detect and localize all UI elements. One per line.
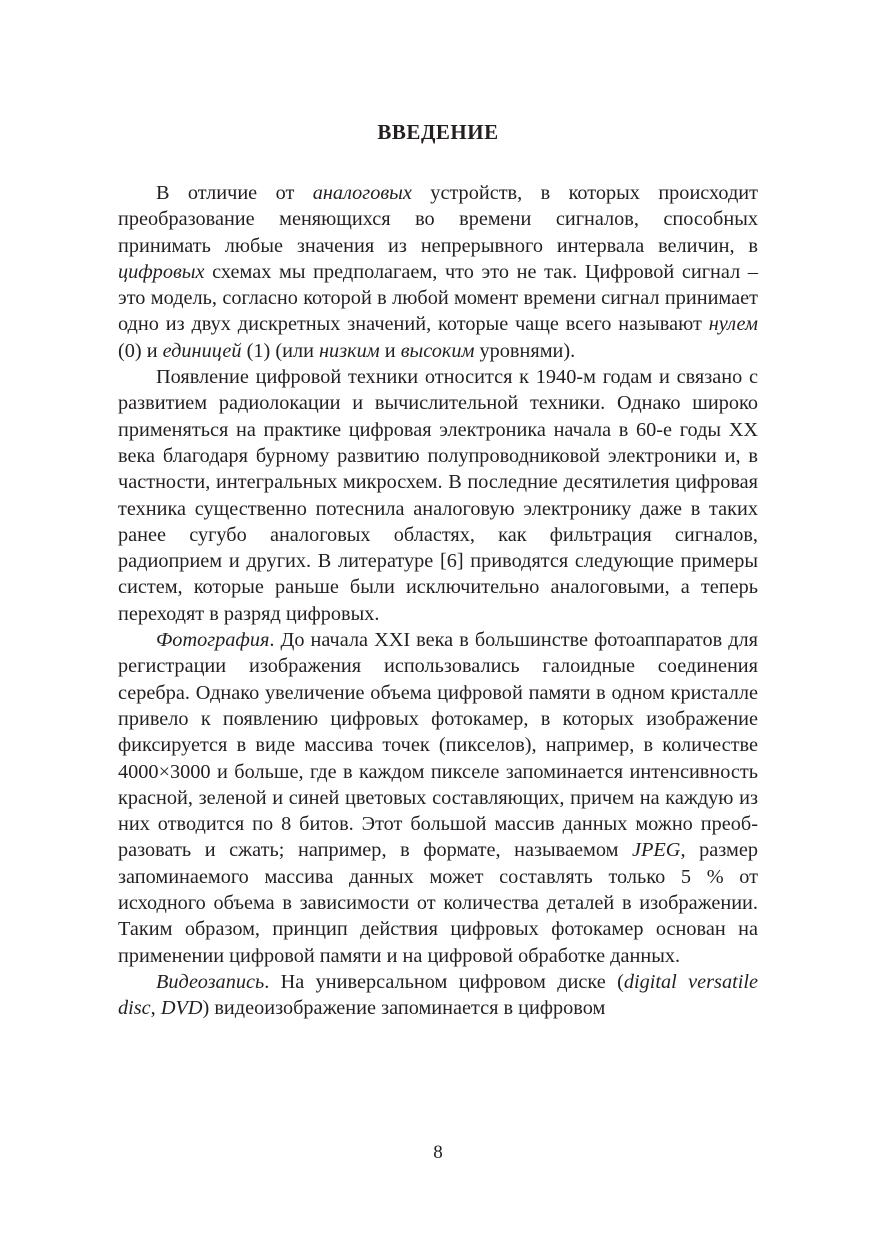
text-run: (1) (или <box>241 339 319 362</box>
text-run: . На универсальном цифровом диске ( <box>264 970 624 993</box>
text-run: уровнями). <box>474 339 576 362</box>
italic-term: единицей <box>162 339 242 362</box>
paragraph-history <box>118 364 758 627</box>
italic-term: Видеозапись <box>156 970 265 993</box>
text-run: (0) и <box>118 339 163 362</box>
text-run: схемах мы предполагаем, что это не так. Цифровой сигнал – это модель, согласно которой в любой момент времени сигнал принимает одно из двух дискретных значений, которые чаще всего называют <box>118 260 758 336</box>
text-run: Появление цифровой техники относится к 1940-м годам и связано с развитием радиолокации и вычислительной техники. Однако широко применяться на практике цифровая электроника начала в 60-е годы XX века благодаря бурному развитию полупроводниковой электроники и, в частности, интегральных микросхем. В последние десятилетия цифровая техника существенно потеснила аналоговую электронику даже в таких ранее сугубо аналоговых областях, как фильтрация сигналов, радиоприем и других. В литературе [6] приводятся следующие примеры систем, которые раньше были исключительно аналоговыми, а теперь переходят в разряд цифровых. <box>118 366 758 625</box>
italic-term: DVD <box>160 997 203 1020</box>
page-body <box>118 112 758 1022</box>
paragraph-video <box>118 969 758 1022</box>
paragraph-intro <box>118 180 758 364</box>
text-run: и <box>379 339 401 362</box>
italic-term: нулем <box>708 313 758 336</box>
italic-term: высоким <box>400 339 475 362</box>
italic-term: JPEG <box>632 839 681 862</box>
text-run: В отличие от <box>156 182 313 204</box>
italic-term: низким <box>319 339 380 362</box>
italic-term: цифровых <box>118 260 205 283</box>
text-run: . До начала XXI века в большинстве фотоаппаратов для регистрации изображения использовались галоидные соединения серебра. Однако увеличение объема цифровой памяти в одном кристалле привело к появлению цифровых фотокамер, в которых изображение фиксируется в виде массива точек (пикселов), например, в количестве 4000×3000 и больше, где в каждом пикселе запоминается интенсивность красной, зеленой и синей цветовых составляющих, причем на каждую из них отводится по 8 битов. Этот большой массив данных можно преобразовать и сжать; например, в формате, называемом <box>118 629 758 862</box>
page-number: 8 <box>433 1142 443 1163</box>
text-run: , <box>150 997 161 1020</box>
chapter-heading: ВВЕДЕНИЕ <box>377 120 499 144</box>
text-run: устройств, в которых происходит преобразование меняющихся во времени сигналов, способных принимать любые значения из непрерывного интервала величин, в <box>118 182 758 257</box>
paragraph-photography <box>118 627 758 969</box>
italic-term: аналоговых <box>312 182 412 204</box>
italic-term: Фотография <box>156 629 270 652</box>
text-run: ) видеоизображение запоминается в цифровом <box>202 997 606 1020</box>
italic-term: digital versatile disc <box>118 970 758 1020</box>
text-run: , размер запоминаемого массива данных может составлять только 5 % от исходного объема в зависимости от количества деталей в изображении. Таким образом, принцип действия цифровых фотокамер основан на применении цифровой памяти и на цифровой обработке данных. <box>118 839 759 967</box>
